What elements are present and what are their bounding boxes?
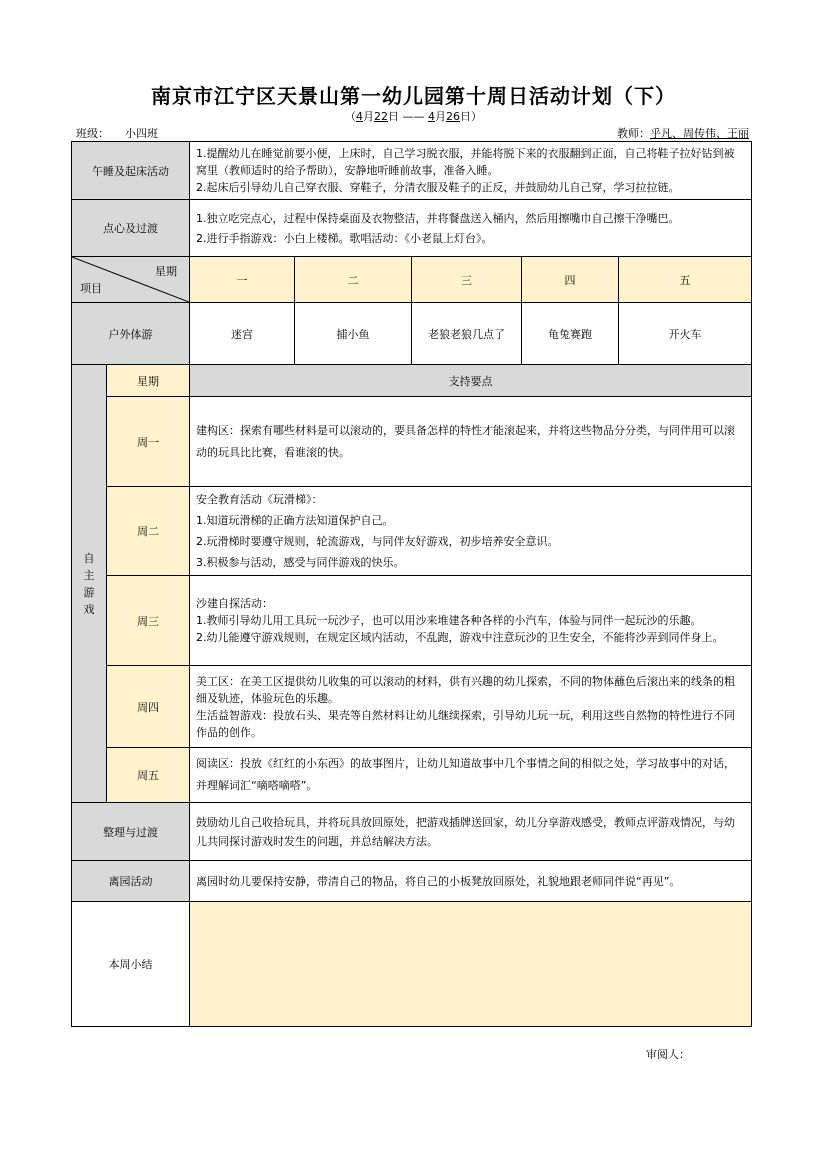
free-play-content (190, 397, 752, 487)
end-month: 4 (428, 110, 435, 123)
activity-plan-table (71, 141, 752, 1027)
weekday-header-row (72, 257, 752, 303)
free-play-day: 周五 (107, 748, 190, 803)
free-play-line: 2.玩滑梯时要遵守规则，轮流游戏，与同伴友好游戏，初步培养安全意识。 (196, 535, 559, 548)
nap-label: 午睡及起床活动 (72, 142, 190, 200)
tidy-label: 整理与过渡 (72, 803, 190, 861)
weekday-tue: 二 (295, 257, 412, 303)
page-title: 南京市江宁区天景山第一幼儿园第十周日活动计划（下） (151, 84, 676, 108)
outdoor-game-mon: 迷宫 (190, 303, 295, 365)
day-label: 日 (460, 110, 471, 123)
weekday-thu: 四 (522, 257, 619, 303)
class-value: 小四班 (109, 125, 225, 142)
free-play-row-fri (72, 748, 752, 803)
free-play-line: 3.积极参与活动，感受与同伴游戏的快乐。 (196, 556, 405, 569)
corner-day-label: 星期 (155, 265, 177, 278)
start-day: 22 (374, 110, 388, 123)
date-open: （ (345, 110, 356, 123)
teacher-value: 乎凡、周传伟、王丽 (650, 127, 749, 140)
leave-line: 离园时幼儿要保持安静，带清自己的物品，将自己的小板凳放回原处，礼貌地跟老师同伴说“再见”。 (196, 874, 681, 888)
free-play-line: 沙建自探活动： (196, 597, 273, 610)
summary-row (72, 902, 752, 1027)
free-play-day-header: 星期 (107, 365, 190, 397)
snack-content (190, 200, 752, 257)
teacher-info (617, 125, 749, 141)
free-play-line: 阅读区：投放《红红的小东西》的故事图片，让幼儿知道故事中几个事情之间的相似之处，学习故事中的对话，并理解词汇“嘀嗒嘀嗒”。 (196, 757, 735, 792)
free-play-row-mon (72, 397, 752, 487)
date-close: ） (471, 110, 482, 123)
snack-label: 点心及过渡 (72, 200, 190, 257)
free-play-vertical-text (72, 550, 106, 618)
snack-line: 1.独立吃完点心，过程中保持桌面及衣物整洁，并将餐盘送入桶内，然后用擦嘴巾自己擦干净嘴巴。 (196, 211, 680, 225)
corner-item-label: 项目 (80, 282, 102, 295)
date-range (0, 108, 827, 124)
outdoor-game-tue: 捕小鱼 (295, 303, 412, 365)
free-play-content (190, 576, 752, 666)
free-play-day: 周二 (107, 487, 190, 576)
free-play-label-char: 主 (83, 568, 95, 582)
tidy-row (72, 803, 752, 861)
free-play-label-char: 游 (83, 585, 95, 599)
tidy-line: 鼓励幼儿自己收拾玩具，并将玩具放回原处，把游戏插牌送回家，幼儿分享游戏感受，教师点评游戏情况，与幼儿共同探讨游戏时发生的问题，并总结解决方法。 (196, 815, 735, 848)
leave-label: 离园活动 (72, 861, 190, 902)
free-play-content (190, 487, 752, 576)
summary-content (190, 902, 752, 1027)
free-play-content (190, 748, 752, 803)
free-play-points-header: 支持要点 (190, 365, 752, 397)
class-info (76, 125, 225, 142)
summary-label: 本周小结 (72, 902, 190, 1027)
free-play-line: 安全教育活动《玩滑梯》： (196, 493, 323, 506)
month-label: 月 (435, 110, 446, 123)
outdoor-game-thu: 龟兔赛跑 (522, 303, 619, 365)
outdoor-game-fri: 开火车 (619, 303, 752, 365)
free-play-line: 生活益智游戏：投放石头、果壳等自然材料让幼儿继续探索，引导幼儿玩一玩，利用这些自然物的特性进行不同作品的创作。 (196, 708, 735, 739)
leave-row (72, 861, 752, 902)
free-play-row-thu (72, 666, 752, 748)
free-play-row-wed (72, 576, 752, 666)
snack-line: 2.进行手指游戏：小白上楼梯。歌唱活动：《小老鼠上灯台》。 (196, 231, 493, 245)
nap-row (72, 142, 752, 200)
reviewer-label: 审阅人： (646, 1048, 690, 1061)
outdoor-game-wed: 老狼老狼几点了 (412, 303, 522, 365)
teacher-label: 教师： (617, 127, 650, 140)
free-play-content (190, 666, 752, 748)
outdoor-label: 户外体游 (72, 303, 190, 365)
free-play-row-tue (72, 487, 752, 576)
month-label: 月 (363, 110, 374, 123)
weekday-mon: 一 (190, 257, 295, 303)
free-play-line: 建构区：探索有哪些材料是可以滚动的，要具备怎样的特性才能滚起来，并将这些物品分分类，与同伴用可以滚动的玩具比比赛，看谁滚的快。 (196, 423, 735, 459)
end-day: 26 (446, 110, 460, 123)
weekday-header-corner (72, 257, 190, 303)
weekday-fri: 五 (619, 257, 752, 303)
free-play-day: 周四 (107, 666, 190, 748)
outdoor-row (72, 303, 752, 365)
free-play-header-row (72, 365, 752, 397)
free-play-day: 周一 (107, 397, 190, 487)
free-play-label-char: 戏 (83, 602, 95, 616)
free-play-label (72, 365, 107, 803)
free-play-label-char: 自 (83, 551, 95, 565)
start-month: 4 (356, 110, 363, 123)
weekday-wed: 三 (412, 257, 522, 303)
snack-row (72, 200, 752, 257)
free-play-line: 1.教师引导幼儿用工具玩一玩沙子，也可以用沙来堆建各种各样的小汽车，体验与同伴一起玩沙的乐趣。 (196, 614, 702, 627)
tidy-content (190, 803, 752, 861)
free-play-day: 周三 (107, 576, 190, 666)
leave-content (190, 861, 752, 902)
free-play-line: 1.知道玩滑梯的正确方法知道保护自己。 (196, 514, 394, 527)
date-dash: —— (399, 110, 428, 123)
free-play-line: 2.幼儿能遵守游戏规则，在规定区域内活动，不乱跑，游戏中注意玩沙的卫生安全，不能将沙弄到同伴身上。 (196, 631, 724, 644)
day-label: 日 (388, 110, 399, 123)
nap-line: 2.起床后引导幼儿自己穿衣服、穿鞋子，分清衣服及鞋子的正反，并鼓励幼儿自己穿，学习拉拉链。 (196, 181, 680, 194)
class-label: 班级： (76, 127, 109, 140)
free-play-line: 美工区：在美工区提供幼儿收集的可以滚动的材料，供有兴趣的幼儿探索，不同的物体蘸色后滚出来的线条的粗细及轨迹，体验玩色的乐趣。 (196, 674, 735, 705)
nap-line: 1.提醒幼儿在睡觉前要小便，上床时，自己学习脱衣服，并能将脱下来的衣服翻到正面，自己将鞋子拉好钻到被窝里（教师适时的给予帮助），安静地听睡前故事，准备入睡。 (196, 147, 735, 177)
nap-content (190, 142, 752, 200)
